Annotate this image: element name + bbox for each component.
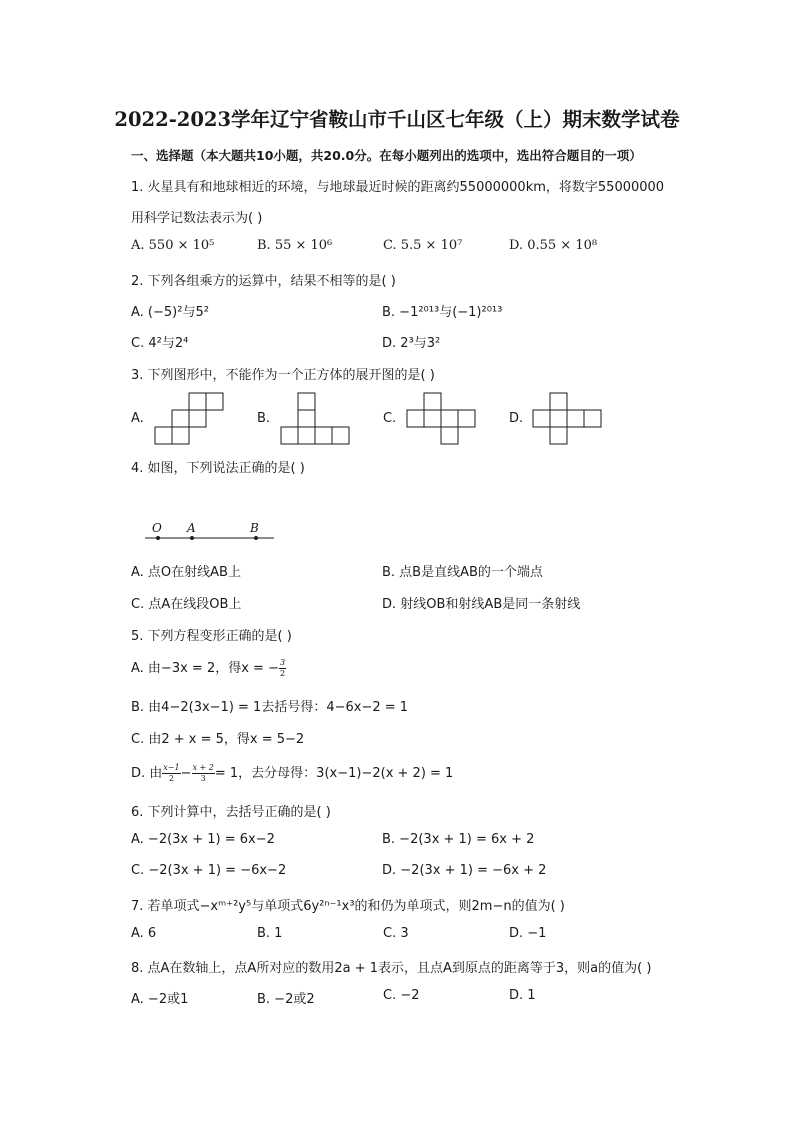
q2-stem: 2. 下列各组乘方的运算中，结果不相等的是( ) (131, 274, 396, 289)
q3-option-d: D. (509, 411, 524, 426)
q4-option-b: B. 点B是直线AB的一个端点 (382, 565, 543, 580)
q6-option-d: D. −2(3x + 1) = −6x + 2 (382, 863, 547, 878)
q3-option-b: B. (257, 411, 271, 426)
q5-option-d-minus: − (180, 766, 192, 781)
q1-stem: 1. 火星具有和地球相近的环境，与地球最近时候的距离约55000000km，将数字55000000 (131, 180, 665, 195)
q4-option-d: D. 射线OB和射线AB是同一条射线 (382, 597, 581, 612)
q6-option-c: C. −2(3x + 1) = −6x−2 (131, 863, 287, 878)
q5-option-d-suffix: = 1，去分母得：3(x−1)−2(x + 2) = 1 (214, 766, 454, 781)
q2-option-c: C. 4²与2⁴ (131, 336, 189, 351)
q7-option-a: A. 6 (131, 926, 157, 941)
q8-option-a: A. −2或1 (131, 992, 189, 1007)
fraction-denominator: 2 (279, 669, 286, 678)
q5-d-fraction-1 (162, 763, 180, 784)
page-title: 2022-2023学年辽宁省鞍山市千山区七年级（上）期末数学试卷 (114, 108, 680, 131)
q3-option-a: A. (131, 411, 144, 426)
point-b-label: B (250, 521, 259, 535)
q7-option-d: D. −1 (509, 926, 547, 941)
fraction-numerator: x + 2 (192, 763, 214, 772)
cube-net-a-figure (150, 390, 230, 448)
cube-net-c-figure (402, 390, 482, 448)
q5-option-b: B. 由4−2(3x−1) = 1去括号得：4−6x−2 = 1 (131, 700, 409, 715)
q6-option-b: B. −2(3x + 1) = 6x + 2 (382, 832, 535, 847)
q5-option-a-text: A. 由−3x = 2，得x = − (131, 661, 279, 676)
fraction-denominator: 3 (200, 774, 206, 783)
fraction-denominator: 2 (168, 774, 174, 783)
q8-option-d: D. 1 (509, 988, 536, 1003)
q1-option-b: B. 55 × 10⁶ (257, 238, 333, 253)
q5-option-d (131, 762, 453, 784)
cube-net-d-figure (528, 390, 608, 448)
q7-option-c: C. 3 (383, 926, 409, 941)
q4-stem: 4. 如图，下列说法正确的是( ) (131, 461, 305, 476)
cube-net-b-figure (276, 388, 356, 446)
q8-option-c: C. −2 (383, 988, 420, 1003)
ray-figure (140, 516, 280, 546)
q1-option-c: C. 5.5 × 10⁷ (383, 238, 463, 253)
q8-option-b: B. −2或2 (257, 992, 315, 1007)
q7-option-b: B. 1 (257, 926, 283, 941)
q2-option-a: A. (−5)²与5² (131, 305, 209, 320)
fraction-numerator: x−1 (163, 763, 180, 772)
q5-stem: 5. 下列方程变形正确的是( ) (131, 629, 292, 644)
q5-option-d-prefix: D. 由 (131, 766, 163, 781)
q1-option-a: A. 550 × 10⁵ (131, 238, 215, 253)
q3-stem: 3. 下列图形中，不能作为一个正方体的展开图的是( ) (131, 368, 435, 383)
point-a-label: A (187, 521, 196, 535)
section-heading: 一、选择题（本大题共10小题，共20.0分。在每小题列出的选项中，选出符合题目的一项） (131, 148, 642, 163)
q5-option-a (131, 657, 286, 679)
point-o-label: O (152, 521, 162, 535)
q5-option-c: C. 由2 + x = 5，得x = 5−2 (131, 732, 305, 747)
q2-option-d: D. 2³与3² (382, 336, 441, 351)
q6-stem: 6. 下列计算中，去括号正确的是( ) (131, 805, 331, 820)
q4-option-a: A. 点O在射线AB上 (131, 565, 241, 580)
fraction-numerator: 3 (279, 658, 286, 667)
q2-option-b: B. −1²⁰¹³与(−1)²⁰¹³ (382, 305, 503, 320)
q5-d-fraction-2 (192, 763, 215, 784)
q6-option-a: A. −2(3x + 1) = 6x−2 (131, 832, 275, 847)
q8-stem: 8. 点A在数轴上，点A所对应的数用2a + 1表示，且点A到原点的距离等于3，则a的值为( ) (131, 961, 652, 976)
q4-option-c: C. 点A在线段OB上 (131, 597, 242, 612)
q7-stem: 7. 若单项式−xᵐ⁺²y⁵与单项式6y²ⁿ⁻¹x³的和仍为单项式，则2m−n的值为( ) (131, 899, 565, 914)
q1-option-d: D. 0.55 × 10⁸ (509, 238, 598, 253)
q5-a-fraction (279, 658, 286, 679)
q3-option-c: C. (383, 411, 397, 426)
q1-stem-cont: 用科学记数法表示为( ) (131, 211, 263, 226)
